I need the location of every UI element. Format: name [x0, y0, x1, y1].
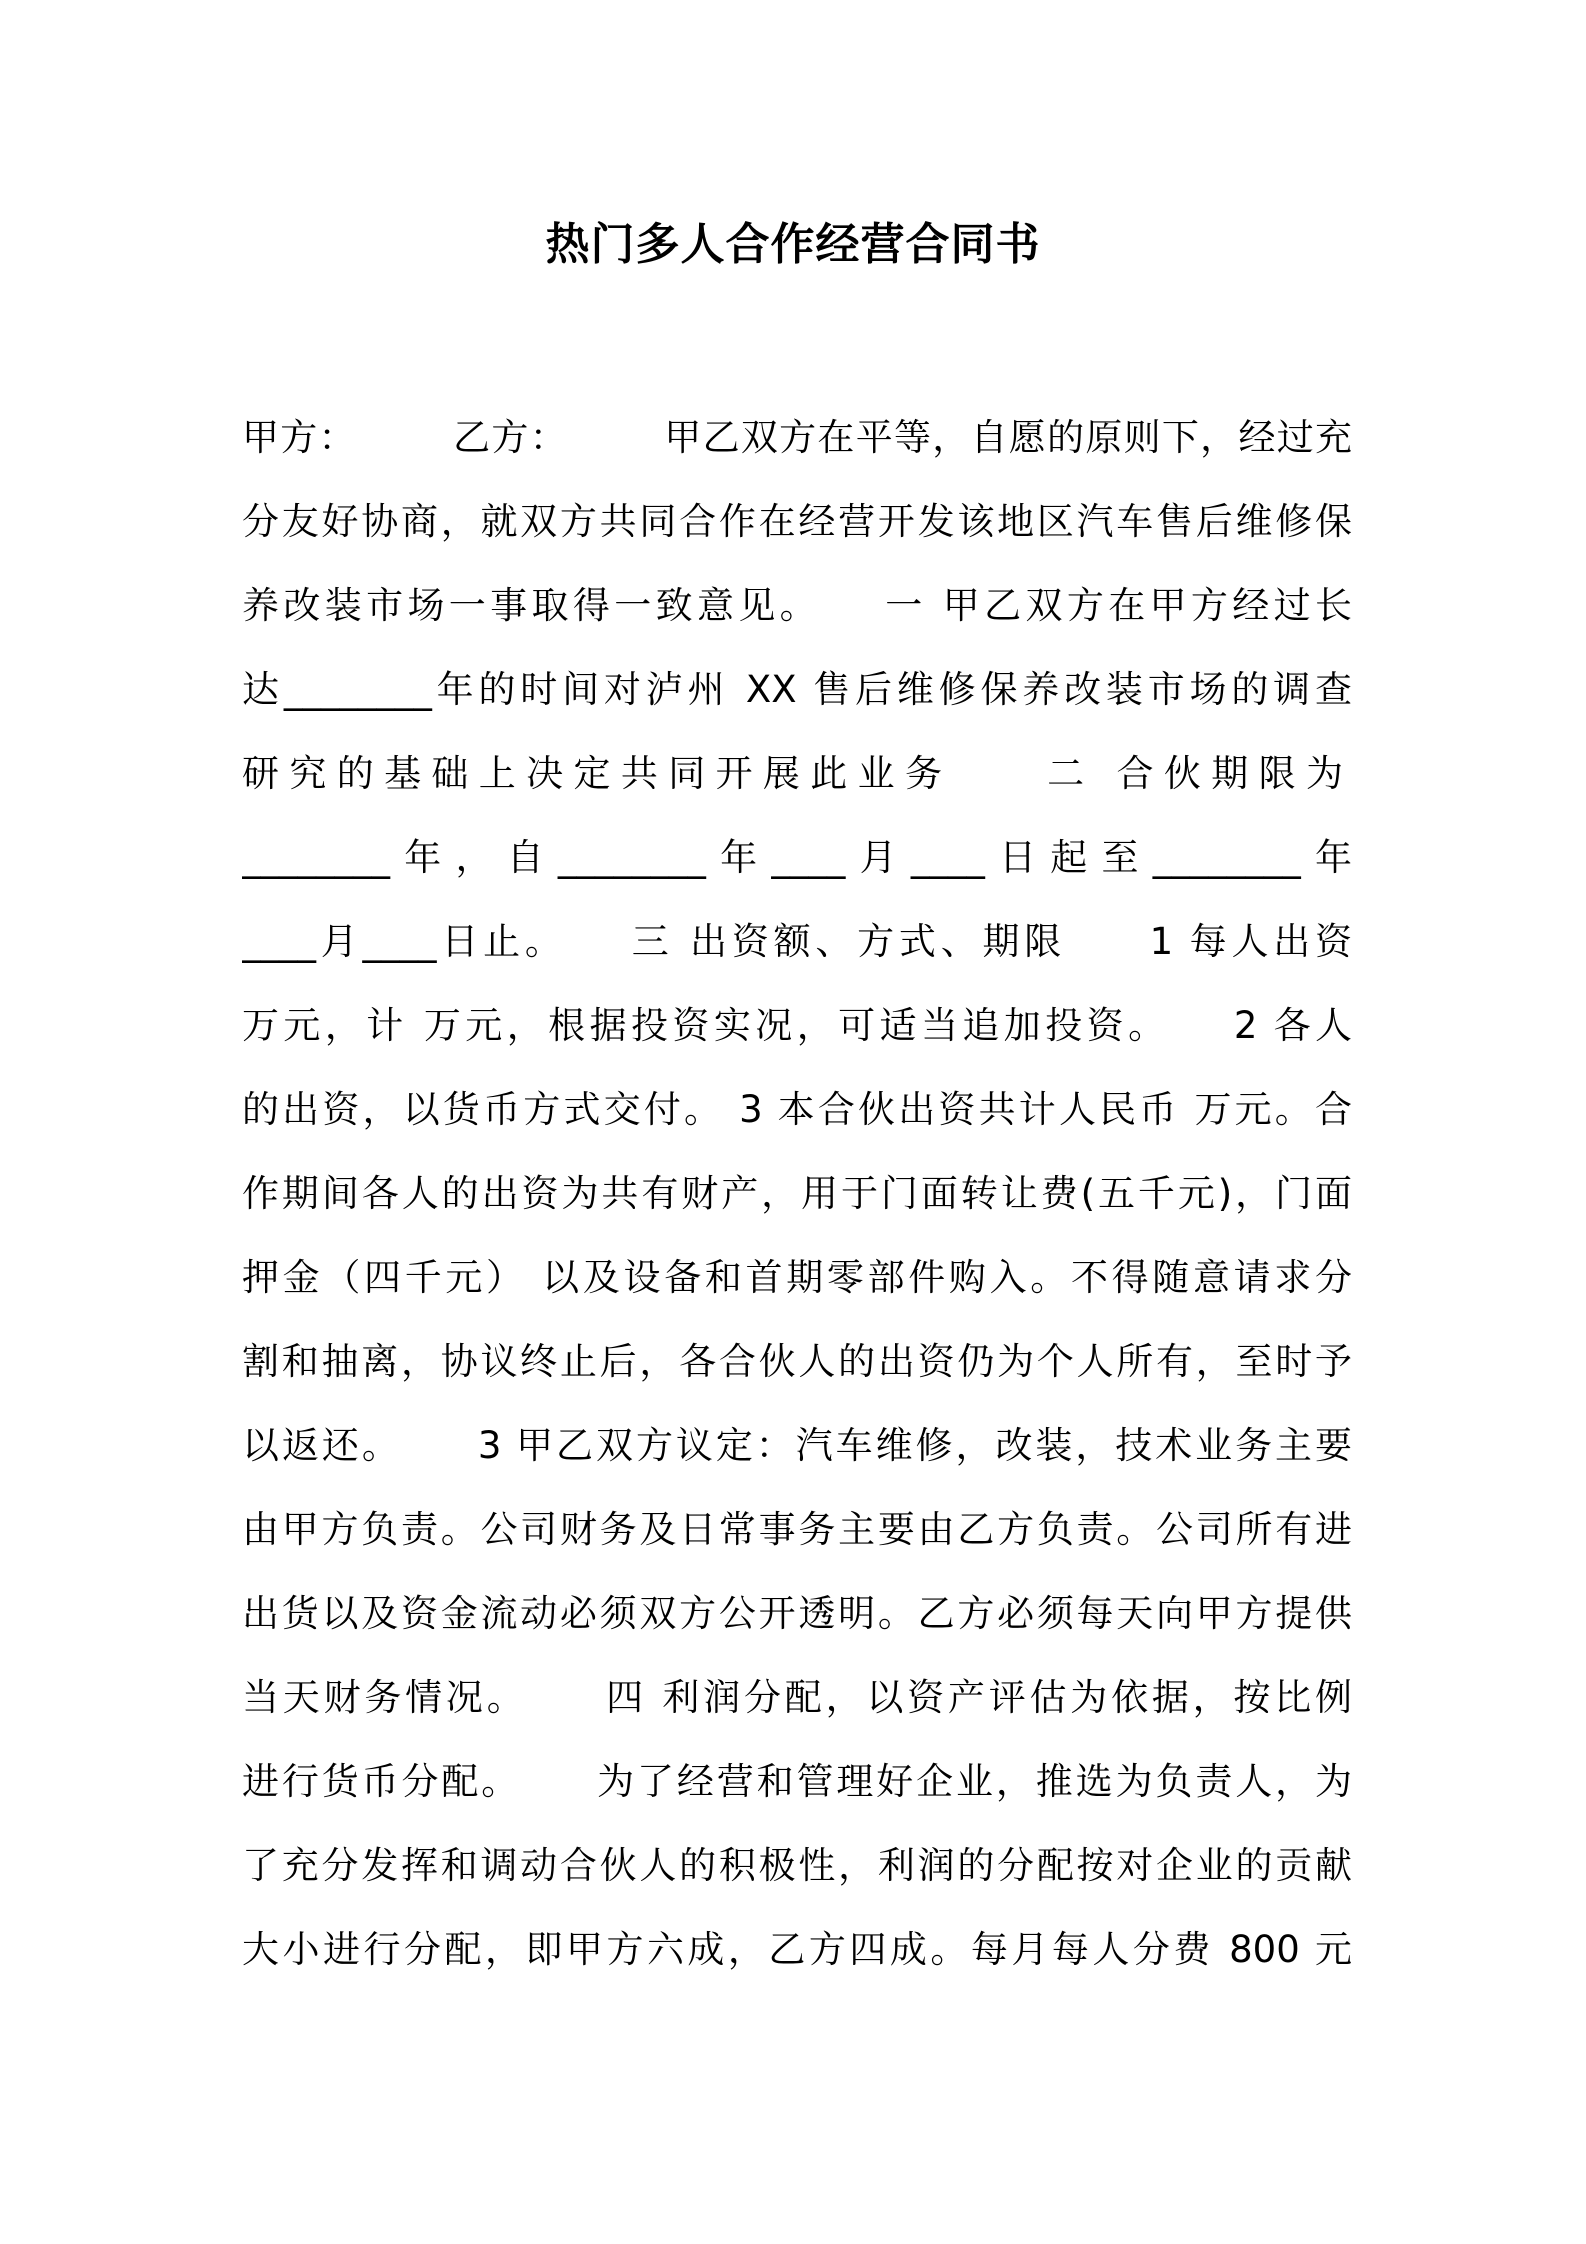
body-line-9: 的出资，以货币方式交付。 3 本合伙出资共计人民币 万元。合 — [242, 1088, 1352, 1131]
body-line-1: 甲方： 乙方： 甲乙双方在平等，自愿的原则下，经过充 — [242, 416, 1352, 459]
body-line-14: 由甲方负责。公司财务及日常事务主要由乙方负责。公司所有进 — [242, 1508, 1352, 1551]
body-line-2: 分友好协商，就双方共同合作在经营开发该地区汽车售后维修保 — [242, 500, 1352, 543]
body-line-17: 进行货币分配。 为了经营和管理好企业，推选为负责人，为 — [242, 1760, 1352, 1803]
body-line-4: 达________年的时间对泸州 XX 售后维修保养改装市场的调查 — [242, 668, 1352, 711]
body-line-15: 出货以及资金流动必须双方公开透明。乙方必须每天向甲方提供 — [242, 1592, 1352, 1635]
document-body — [242, 408, 1352, 2004]
body-line-10: 作期间各人的出资为共有财产，用于门面转让费(五千元)，门面 — [242, 1172, 1352, 1215]
body-line-13: 以返还。 3 甲乙双方议定：汽车维修，改装，技术业务主要 — [242, 1424, 1352, 1467]
body-line-12: 割和抽离，协议终止后，各合伙人的出资仍为个人所有，至时予 — [242, 1340, 1352, 1383]
body-line-5: 研究的基础上决定共同开展此业务 二 合伙期限为 — [242, 752, 1352, 795]
body-line-8: 万元，计 万元，根据投资实况，可适当追加投资。 2 各人 — [242, 1004, 1352, 1047]
body-line-16: 当天财务情况。 四 利润分配，以资产评估为依据，按比例 — [242, 1676, 1352, 1719]
body-line-18: 了充分发挥和调动合伙人的积极性，利润的分配按对企业的贡献 — [242, 1844, 1352, 1887]
body-line-3: 养改装市场一事取得一致意见。 一 甲乙双方在甲方经过长 — [242, 584, 1352, 627]
body-line-7: ____月____日止。 三 出资额、方式、期限 1 每人出资 — [242, 920, 1352, 963]
body-line-6: ________年，自________年____月____日起至________年 — [242, 836, 1352, 879]
body-line-19: 大小进行分配，即甲方六成，乙方四成。每月每人分费 800 元 — [242, 1928, 1352, 1971]
body-line-11: 押金（四千元） 以及设备和首期零部件购入。不得随意请求分 — [242, 1256, 1352, 1299]
document-title: 热门多人合作经营合同书 — [545, 219, 1041, 270]
